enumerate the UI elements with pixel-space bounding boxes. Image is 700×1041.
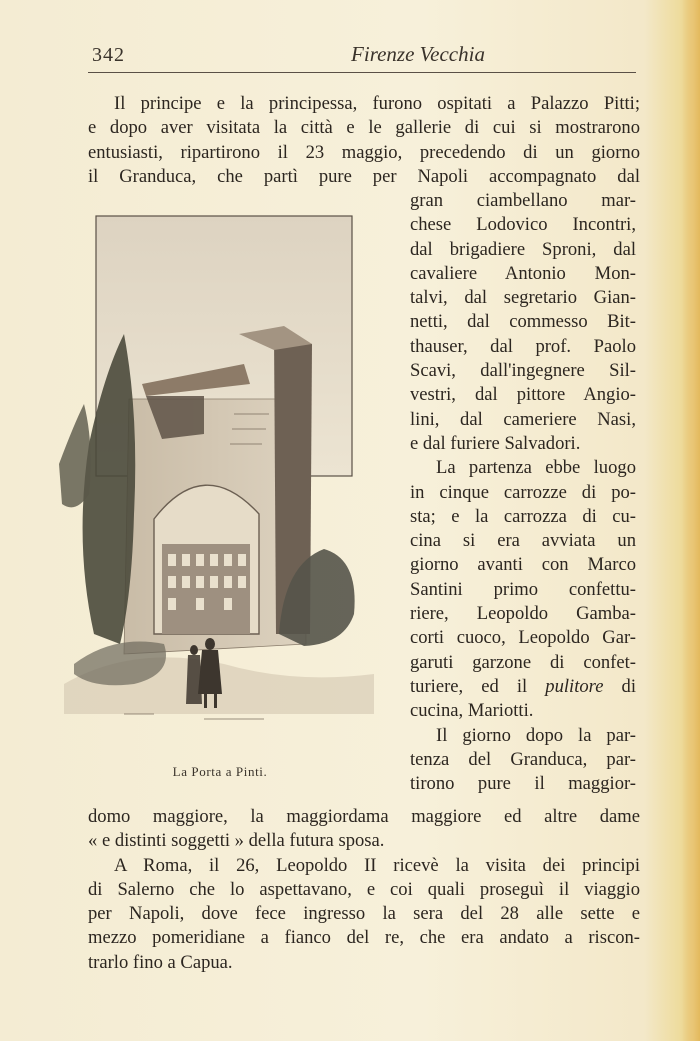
text-line: talvi, dal segretario Gian-: [410, 287, 636, 309]
text-line: « e distinti soggetti » della futura sposa.: [88, 830, 385, 852]
italic-term: pulitore: [545, 675, 604, 697]
text-line: Santini primo confettu-: [410, 578, 636, 600]
text-line: Scavi, dall'ingegnere Sil-: [410, 360, 636, 382]
text-line: e dal furiere Salvadori.: [410, 432, 581, 454]
cypress-tree: [83, 334, 136, 644]
text-fragment: di: [621, 675, 636, 697]
tree-left: [59, 404, 91, 507]
text-line: tenza del Granduca, par-: [410, 748, 636, 770]
text-line: in cinque carrozze di po-: [410, 481, 636, 503]
text-line: mezzo pomeridiane a fianco del re, che era andato a riscon-: [88, 927, 640, 949]
text-line: corti cuoco, Leopoldo Gar-: [410, 627, 636, 649]
text-column-right: [410, 189, 636, 796]
text-line: cucina, Mariotti.: [410, 700, 534, 722]
text-line: Il giorno dopo la par-: [436, 724, 636, 746]
text-line: e dopo aver visitata la città e le gallerie di cui si mostrarono: [88, 117, 640, 139]
text-line: per Napoli, dove fece ingresso la sera del 28 alle sette e: [88, 903, 640, 925]
text-line: riere, Leopoldo Gamba-: [410, 603, 636, 625]
running-header: [88, 40, 636, 74]
text-line: cavaliere Antonio Mon-: [410, 262, 636, 284]
page-number: 342: [92, 44, 125, 66]
text-line: entusiasti, ripartirono il 23 maggio, precedendo di un giorno: [88, 141, 640, 163]
text-line: giorno avanti con Marco: [410, 554, 636, 576]
text-line: di Salerno che lo aspettavano, e coi quali proseguì il viaggio: [88, 878, 640, 900]
porta-a-pinti-illustration: [54, 214, 384, 734]
text-line: netti, dal commesso Bit-: [410, 311, 636, 333]
text-fragment: turiere, ed il: [410, 675, 528, 697]
figure-caption: La Porta a Pinti.: [172, 764, 268, 779]
text-line: thauser, dal prof. Paolo: [410, 335, 636, 357]
text-line: Il principe e la principessa, furono ospitati a Palazzo Pitti;: [114, 93, 640, 114]
paragraph-top: [88, 92, 640, 189]
text-line: garuti garzone di confet-: [410, 651, 636, 673]
text-line: [410, 675, 636, 699]
header-rule: [88, 72, 636, 73]
text-line: sta; e la carrozza di cu-: [410, 505, 636, 527]
text-line: La partenza ebbe luogo: [436, 457, 636, 479]
text-line: vestri, dal pittore Angio-: [410, 384, 636, 406]
page-edge: [682, 0, 700, 1041]
running-title: Firenze Vecchia: [351, 42, 485, 66]
text-line: chese Lodovico Incontri,: [410, 214, 636, 236]
text-line: tirono pure il maggior-: [410, 773, 636, 795]
text-line: trarlo fino a Capua.: [88, 951, 233, 973]
text-line: A Roma, il 26, Leopoldo II ricevè la visita dei principi: [114, 854, 640, 876]
text-line: lini, dal cameriere Nasi,: [410, 408, 636, 430]
text-line: gran ciambellano mar-: [410, 190, 636, 211]
paragraph-bottom: [88, 805, 640, 975]
text-line: cina si era avviata un: [410, 530, 636, 552]
text-line: domo maggiore, la maggiordama maggiore ed altre dame: [88, 806, 640, 827]
text-line: il Granduca, che partì pure per Napoli accompagnato dal: [88, 165, 640, 187]
text-line: dal brigadiere Sproni, dal: [410, 238, 636, 260]
